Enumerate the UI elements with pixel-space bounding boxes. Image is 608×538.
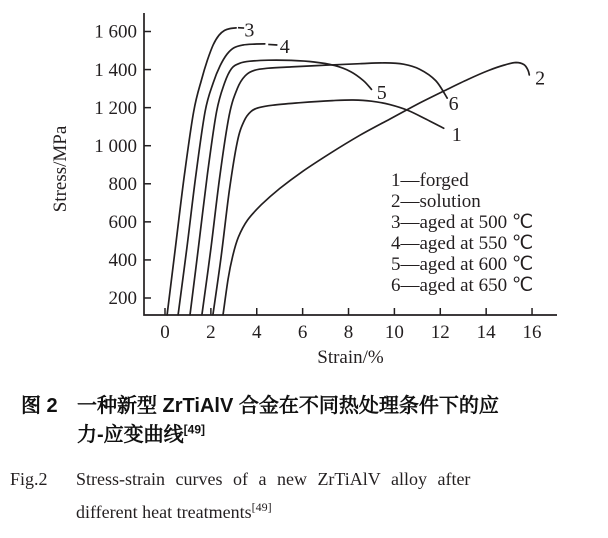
caption-en-line1: Stress-strain curves of a new ZrTiAlV alloy after bbox=[76, 469, 471, 489]
x-tick-label: 8 bbox=[343, 322, 354, 343]
y-tick-label: 1 600 bbox=[94, 21, 137, 43]
x-tick-label: 2 bbox=[206, 322, 216, 343]
legend-item-1: 1—forged bbox=[391, 170, 469, 191]
y-tick-label: 400 bbox=[108, 250, 137, 272]
y-tick-label: 800 bbox=[108, 173, 137, 195]
caption-en-figure-number: Fig.2 bbox=[10, 469, 48, 489]
curve-label-1: 1 bbox=[451, 123, 462, 146]
x-tick-label: 12 bbox=[430, 322, 450, 343]
caption-en-line2 bbox=[76, 496, 470, 529]
x-tick-label: 10 bbox=[384, 322, 404, 343]
caption-cn-reference: [49] bbox=[183, 422, 206, 437]
x-tick-label: 0 bbox=[160, 322, 170, 343]
y-tick-label: 600 bbox=[108, 212, 137, 234]
curve-4 bbox=[178, 44, 265, 315]
caption-en-reference: [49] bbox=[251, 500, 272, 514]
curve-3 bbox=[167, 28, 236, 315]
legend-item-2: 2—solution bbox=[391, 191, 481, 212]
curve-4-leader bbox=[268, 44, 277, 45]
curve-label-5: 5 bbox=[376, 81, 387, 104]
caption-chinese bbox=[0, 392, 608, 450]
curve-label-4: 4 bbox=[279, 35, 290, 58]
x-tick-label: 14 bbox=[476, 322, 496, 343]
x-tick-label: 6 bbox=[297, 322, 308, 343]
curve-label-2: 2 bbox=[535, 67, 546, 90]
caption-cn-line2 bbox=[77, 421, 499, 450]
y-tick-label: 1 000 bbox=[94, 135, 137, 157]
y-tick-label: 1 200 bbox=[94, 97, 137, 119]
caption-cn-line1: 一种新型 ZrTiAlV 合金在不同热处理条件下的应 bbox=[77, 395, 499, 417]
y-tick-label: 200 bbox=[108, 288, 137, 310]
caption-english bbox=[0, 463, 608, 529]
caption-cn-figure-number: 图 2 bbox=[21, 395, 58, 417]
legend-item-6: 6—aged at 650 ℃ bbox=[391, 275, 534, 296]
x-tick-label: 4 bbox=[252, 322, 262, 343]
y-axis-title: Stress/MPa bbox=[50, 125, 71, 213]
x-tick-label: 16 bbox=[522, 322, 542, 343]
curve-label-6: 6 bbox=[448, 92, 459, 115]
legend-item-3: 3—aged at 500 ℃ bbox=[391, 212, 534, 233]
x-axis-title: Strain/% bbox=[317, 347, 384, 368]
curve-label-3: 3 bbox=[244, 19, 255, 42]
caption-en-text bbox=[76, 463, 470, 529]
caption-cn-line2-text: 力-应变曲线 bbox=[77, 424, 184, 446]
y-tick-label: 1 400 bbox=[94, 59, 137, 81]
caption-cn-text bbox=[77, 392, 499, 450]
legend-item-5: 5—aged at 600 ℃ bbox=[391, 254, 534, 275]
caption-en-line2-text: different heat treatments bbox=[76, 502, 252, 522]
legend-item-4: 4—aged at 550 ℃ bbox=[391, 233, 534, 254]
